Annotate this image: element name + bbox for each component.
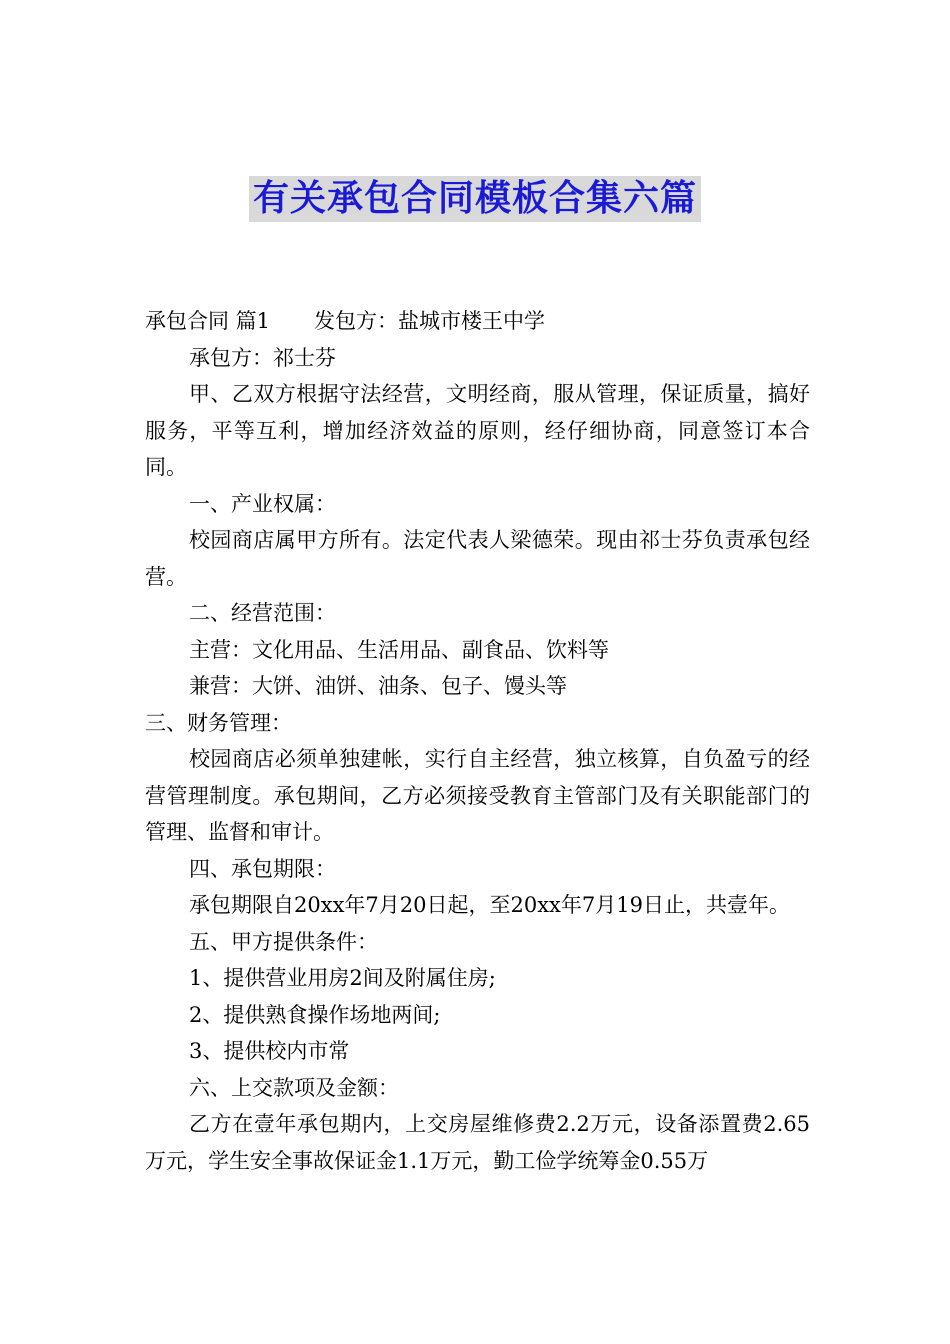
condition-item-2: 2、提供熟食操作场地两间; — [189, 1002, 441, 1027]
finance-paragraph: 校园商店必须单独建帐，实行自主经营，独立核算，自负盈亏的经营管理制度。承包期间，乙方必须接受教育主管部门及有关职能部门的管理、监督和审计。 — [145, 747, 810, 844]
section-heading-term: 四、承包期限： — [189, 856, 336, 881]
section-heading-scope: 二、经营范围： — [189, 601, 336, 625]
issuer-line: 发包方：盐城市楼王中学 — [314, 309, 546, 333]
contract-heading-line — [145, 303, 810, 340]
section-heading-finance: 三、财务管理： — [145, 710, 292, 735]
document-title: 有关承包合同模板合集六篇 — [249, 176, 701, 222]
ownership-paragraph: 校园商店属甲方所有。法定代表人梁德荣。现由祁士芬负责承包经营。 — [145, 528, 810, 589]
contract-section-label: 承包合同 篇1 — [145, 309, 271, 333]
condition-item-1: 1、提供营业用房2间及附属住房; — [189, 966, 496, 990]
contractor-line: 承包方：祁士芬 — [189, 345, 336, 370]
section-heading-ownership: 一、产业权属： — [189, 491, 336, 516]
section-heading-conditions: 五、甲方提供条件： — [189, 929, 378, 954]
main-business-line: 主营：文化用品、生活用品、副食品、饮料等 — [189, 637, 609, 662]
condition-item-3: 3、提供校内市常 — [189, 1039, 350, 1063]
section-heading-payments: 六、上交款项及金额： — [189, 1075, 399, 1100]
payments-paragraph: 乙方在壹年承包期内，上交房屋维修费2.2万元，设备添置费2.65万元，学生安全事故保证金1.1万元，勤工俭学统筹金0.55万 — [145, 1112, 810, 1173]
preamble-paragraph: 甲、乙双方根据守法经营，文明经商，服从管理，保证质量，搞好服务，平等互利，增加经济效益的原则，经仔细协商，同意签订本合同。 — [145, 382, 810, 479]
document-body — [145, 303, 810, 1179]
side-business-line: 兼营：大饼、油饼、油条、包子、馒头等 — [189, 674, 567, 698]
term-paragraph: 承包期限自20xx年7月20日起，至20xx年7月19日止，共壹年。 — [189, 893, 790, 917]
title-container — [0, 176, 950, 222]
